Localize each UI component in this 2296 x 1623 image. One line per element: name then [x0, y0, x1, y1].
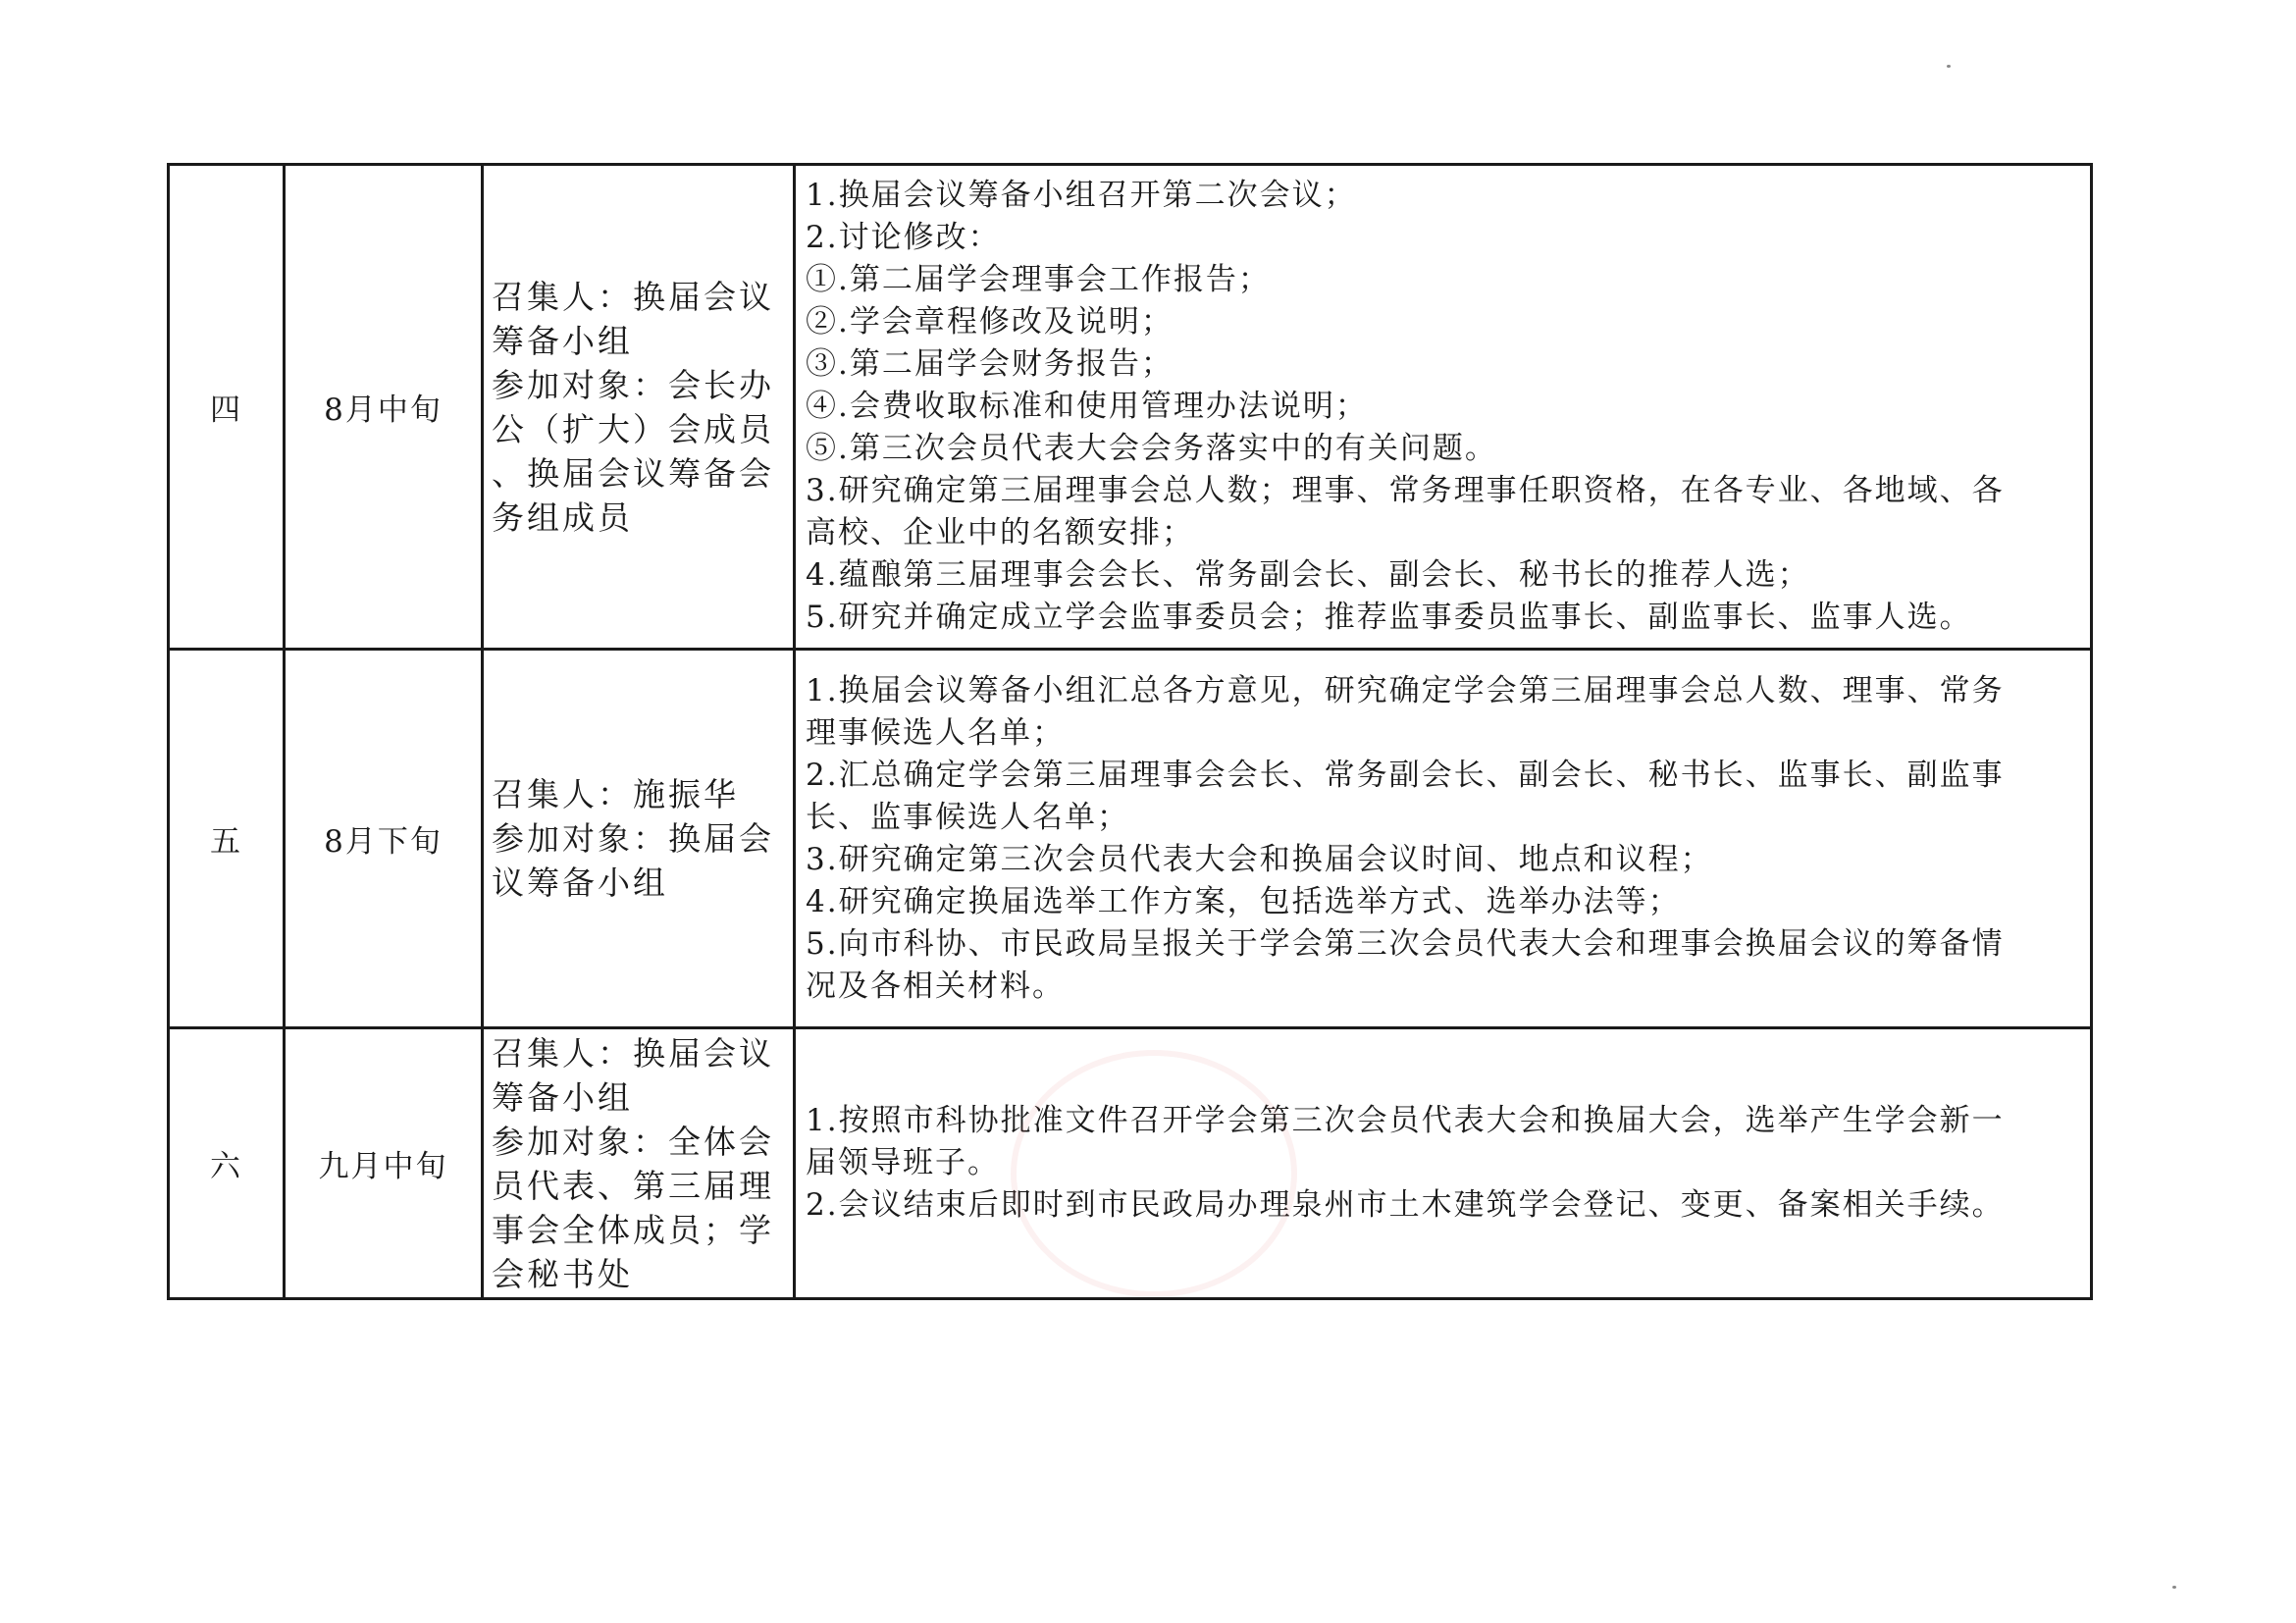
content-line: 长、监事候选人名单；: [806, 799, 1129, 835]
content-line: 2.讨论修改：: [806, 220, 1001, 255]
row-participants: [483, 650, 795, 1028]
content-line: 况及各相关材料。: [806, 968, 1065, 1004]
row-content: [795, 165, 2092, 650]
row-participants: [483, 1028, 795, 1299]
content-line: ①.第二届学会理事会工作报告；: [806, 262, 1271, 297]
table-row: [169, 165, 2092, 650]
content-line: 4.蕴酿第三届理事会会长、常务副会长、副会长、秘书长的推荐人选；: [806, 557, 1810, 593]
content-line: 2.会议结束后即时到市民政局办理泉州市土木建筑学会登记、变更、备案相关手续。: [806, 1187, 2005, 1223]
row-content: [795, 1028, 2092, 1299]
content-line: 1.换届会议筹备小组汇总各方意见，研究确定学会第三届理事会总人数、理事、常务: [806, 672, 2005, 708]
participants-line: 参加对象：会长办: [492, 365, 774, 404]
participants-line: 筹备小组: [492, 1077, 633, 1117]
row-number: 六: [169, 1028, 285, 1299]
participants-line: 员代表、第三届理: [492, 1166, 774, 1205]
participants-line: 会秘书处: [492, 1254, 633, 1293]
content-line: ④.会费收取标准和使用管理办法说明；: [806, 389, 1368, 424]
row-time: 8月下旬: [285, 650, 483, 1028]
content-line: 届领导班子。: [806, 1145, 1000, 1180]
content-line: 理事候选人名单；: [806, 714, 1065, 751]
row-content: [795, 650, 2092, 1028]
content-line: 3.研究确定第三届理事会总人数；理事、常务理事任职资格，在各专业、各地域、各: [806, 473, 2005, 508]
scan-speck: [1947, 65, 1951, 68]
content-line: ⑤.第三次会员代表大会会务落实中的有关问题。: [806, 431, 1497, 466]
row-number: 五: [169, 650, 285, 1028]
row-number: 四: [169, 165, 285, 650]
content-line: 5.研究并确定成立学会监事委员会；推荐监事委员监事长、副监事长、监事人选。: [806, 600, 1972, 635]
participants-line: 务组成员: [492, 497, 633, 537]
content-line: 5.向市科协、市民政局呈报关于学会第三次会员代表大会和理事会换届会议的筹备情: [806, 925, 2005, 962]
participants-line: 召集人：施振华: [492, 775, 739, 813]
table-row: [169, 1028, 2092, 1299]
row-time: 九月中旬: [285, 1028, 483, 1299]
participants-line: 事会全体成员；学: [492, 1210, 774, 1249]
row-time: 8月中旬: [285, 165, 483, 650]
content-line: 1.按照市科协批准文件召开学会第三次会员代表大会和换届大会，选举产生学会新一: [806, 1103, 2005, 1138]
participants-line: 议筹备小组: [492, 864, 668, 902]
content-line: 1.换届会议筹备小组召开第二次会议；: [806, 178, 1357, 213]
schedule-table: [167, 163, 2093, 1300]
content-line: ③.第二届学会财务报告；: [806, 346, 1174, 382]
content-line: 高校、企业中的名额安排；: [806, 515, 1194, 550]
content-line: ②.学会章程修改及说明；: [806, 304, 1174, 340]
table-row: [169, 650, 2092, 1028]
row-participants: [483, 165, 795, 650]
participants-line: 筹备小组: [492, 321, 633, 360]
participants-line: 、换届会议筹备会: [492, 453, 774, 493]
participants-line: 参加对象：换届会: [492, 819, 774, 858]
content-line: 2.汇总确定学会第三届理事会会长、常务副会长、副会长、秘书长、监事长、副监事: [806, 757, 2005, 793]
scan-speck: [2172, 1586, 2176, 1589]
content-line: 3.研究确定第三次会员代表大会和换届会议时间、地点和议程；: [806, 841, 1713, 877]
participants-line: 参加对象：全体会: [492, 1122, 774, 1161]
content-line: 4.研究确定换届选举工作方案，包括选举方式、选举办法等；: [806, 883, 1681, 919]
participants-line: 公（扩大）会成员: [492, 409, 774, 448]
participants-line: 召集人：换届会议: [492, 1033, 774, 1073]
participants-line: 召集人：换届会议: [492, 277, 774, 316]
